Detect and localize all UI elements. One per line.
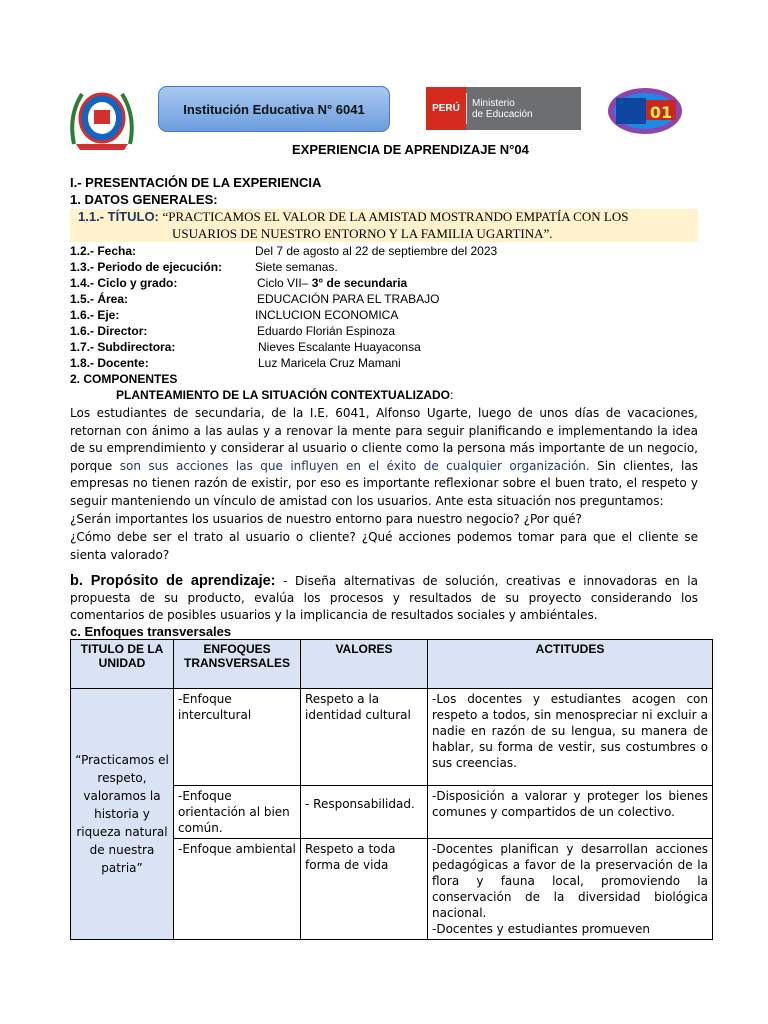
- header-unit-title: TITULO DE LA UNIDAD: [71, 640, 174, 689]
- paragraph-part3: Sin clientes, las empresas no tienen razón de existir, por eso es importante reflexionar sobre el buen trato, el respeto y seguir manteniendo un vínculo de amistad con los usuarios. Ante esta situación nos preguntamos:: [70, 458, 698, 508]
- school-logo: [606, 86, 684, 136]
- value-cell: - Responsabilidad.: [301, 786, 428, 839]
- school-logo-number: 01: [649, 103, 673, 122]
- ciclo-text: Ciclo VII–: [257, 276, 312, 290]
- approaches-table: [70, 639, 713, 940]
- field-value-area: EDUCACIÓN PARA EL TRABAJO: [257, 292, 440, 306]
- value-cell: Respeto a toda forma de vida: [301, 839, 428, 940]
- header-attitudes: ACTITUDES: [428, 640, 713, 689]
- header-values: VALORES: [301, 640, 428, 689]
- document-title: EXPERIENCIA DE APRENDIZAJE N°04: [292, 142, 529, 157]
- paragraph-part1: Los estudiantes de secundaria, de la I.E. 6041, Alfonso Ugarte, luego de unos días de vacaciones, retornan con ánimo a las aulas y a renovar la mente para seguir planificando e implementando la idea de su emprendimiento y considerar al usuario o cliente como la persona más importante de un negocio, porque: [70, 406, 698, 473]
- field-value-subdirectora: Nieves Escalante Huayaconsa: [258, 340, 421, 354]
- field-value-fecha: Del 7 de agosto al 22 de septiembre del 2023: [255, 244, 498, 258]
- field-label-ciclo: 1.4.- Ciclo y grado:: [70, 276, 178, 290]
- grado-text: 3° de secundaria: [311, 276, 408, 290]
- situation-paragraph: [70, 405, 698, 510]
- ministry-name-line2: de Educación: [472, 108, 533, 120]
- attitude-text: -Docentes planifican y desarrollan acciones pedagógicas a favor de la preservación de la flora y fauna local, promoviendo la conservación de la diversidad biológica nacional.: [432, 842, 708, 920]
- attitude-cell: -Los docentes y estudiantes acogen con respeto a todos, sin menospreciar ni excluir a nadie en razón de su lengua, su manera de hablar, su forma de vestir, sus costumbres o sus creencias.: [428, 689, 713, 786]
- header-approaches: ENFOQUES TRANSVERSALES: [174, 640, 301, 689]
- field-label-periodo: 1.3.- Periodo de ejecución:: [70, 260, 223, 274]
- approach-cell: -Enfoque ambiental: [174, 839, 301, 940]
- purpose-text: - Diseña alternativas de solución, creativas e innovadoras en la propuesta de su producto, evalúa los procesos y resultados de su proyecto considerando los comentarios de posibles usuarios y la implicancia de resultados sociales y ambiéntales.: [70, 574, 698, 622]
- experience-title-line1: [78, 209, 698, 225]
- field-label-fecha: 1.2.- Fecha:: [70, 244, 137, 258]
- field-value-docente: Luz Maricela Cruz Mamani: [258, 356, 401, 370]
- approach-cell: -Enfoque intercultural: [174, 689, 301, 786]
- field-label-area: 1.5.- Área:: [70, 292, 129, 306]
- field-label-director: 1.6.- Director:: [70, 324, 148, 338]
- table-row: [71, 689, 713, 786]
- field-label-docente: 1.8.- Docente:: [70, 356, 149, 370]
- subsection-heading: 1. DATOS GENERALES:: [70, 192, 218, 207]
- field-label-subdirectora: 1.7.- Subdirectora:: [70, 340, 176, 354]
- field-value-ciclo: [257, 276, 407, 290]
- situation-heading: [116, 388, 453, 402]
- title-label: 1.1.- TÍTULO:: [78, 209, 163, 224]
- unit-title-cell: “Practicamos el respeto, valoramos la historia y riqueza natural de nuestra patria”: [71, 689, 174, 940]
- value-cell: Respeto a la identidad cultural: [301, 689, 428, 786]
- experience-title-line2: USUARIOS DE NUESTRO ENTORNO Y LA FAMILIA UGARTINA”.: [172, 226, 553, 241]
- ministry-name-line1: Ministerio: [472, 97, 515, 109]
- question-1: ¿Serán importantes los usuarios de nuestro entorno para nuestro negocio? ¿Por qué?: [70, 512, 582, 526]
- attitude-text-2: -Docentes y estudiantes promueven: [432, 922, 650, 936]
- field-label-eje: 1.6.- Eje:: [70, 308, 120, 322]
- question-2: ¿Cómo debe ser el trato al usuario o cliente? ¿Qué acciones podemos tomar para que el cliente se sienta valorado?: [70, 530, 698, 562]
- school-seal-logo: [66, 86, 138, 152]
- section-heading: I.- PRESENTACIÓN DE LA EXPERIENCIA: [70, 175, 322, 190]
- purpose-heading: b. Propósito de aprendizaje:: [70, 573, 276, 589]
- ministry-country-label: PERÚ: [426, 87, 466, 130]
- attitude-cell: [428, 839, 713, 940]
- paragraph-part2: son sus acciones las que influyen en el éxito de cualquier organización.: [119, 458, 590, 473]
- situation-colon: :: [450, 388, 454, 402]
- approach-cell: -Enfoque orientación al bien común.: [174, 786, 301, 839]
- field-value-eje: INCLUCION ECONOMICA: [255, 308, 399, 322]
- title-text-line1: “PRACTICAMOS EL VALOR DE LA AMISTAD MOSTRANDO EMPATÍA CON LOS: [162, 209, 629, 224]
- approaches-heading: c. Enfoques transversales: [70, 624, 232, 639]
- institution-badge: Institución Educativa N° 6041: [158, 86, 390, 132]
- ministry-logo: [426, 87, 581, 130]
- attitude-cell: -Disposición a valorar y proteger los bienes comunes y compartidos de un colectivo.: [428, 786, 713, 839]
- ministry-name: [466, 87, 581, 130]
- table-header-row: [71, 640, 713, 689]
- purpose-paragraph: [70, 573, 698, 624]
- field-value-periodo: Siete semanas.: [255, 260, 338, 274]
- situation-heading-text: PLANTEAMIENTO DE LA SITUACIÓN CONTEXTUALIZADO: [116, 388, 450, 402]
- components-heading: 2. COMPONENTES: [70, 372, 178, 386]
- field-value-director: Eduardo Florián Espinoza: [257, 324, 396, 338]
